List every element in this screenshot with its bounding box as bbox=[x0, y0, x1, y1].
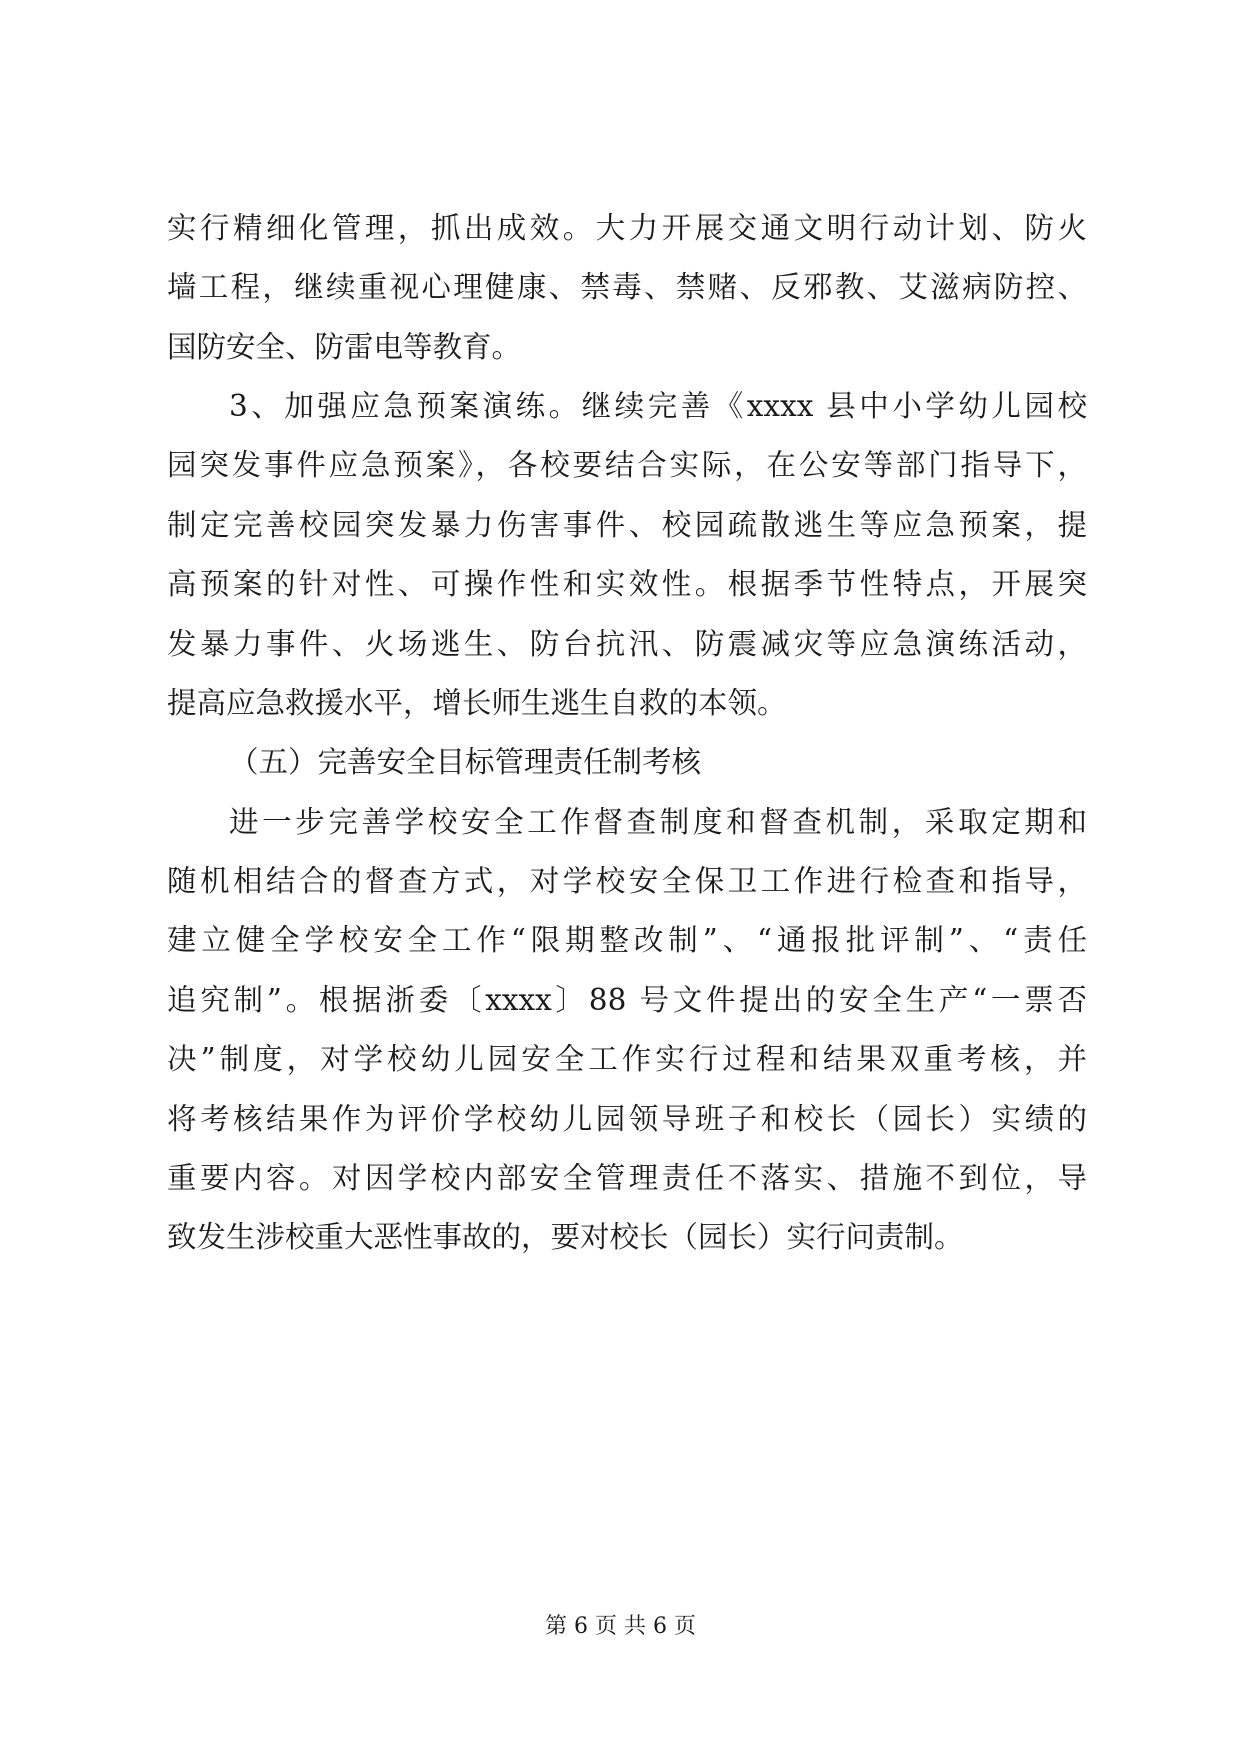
text-line: 将考核结果作为评价学校幼儿园领导班子和校长（园长）实绩的 bbox=[167, 1102, 1087, 1136]
text-line: 决”制度，对学校幼儿园安全工作实行过程和结果双重考核，并 bbox=[167, 1042, 1087, 1076]
text-line: 园突发事件应急预案》，各校要结合实际，在公安等部门指导下， bbox=[167, 448, 1087, 482]
section-heading: （五）完善安全目标管理责任制考核 bbox=[229, 745, 702, 779]
text-line: 墙工程，继续重视心理健康、禁毒、禁赌、反邪教、艾滋病防控、 bbox=[167, 270, 1087, 304]
text-line: 高预案的针对性、可操作性和实效性。根据季节性特点，开展突 bbox=[167, 567, 1087, 601]
text-line: 提高应急救援水平，增长师生逃生自救的本领。 bbox=[167, 686, 787, 720]
page-number: 第 6 页 共 6 页 bbox=[545, 1614, 696, 1639]
text-line: 国防安全、防雷电等教育。 bbox=[167, 330, 522, 364]
text-line: 致发生涉校重大恶性事故的，要对校长（园长）实行问责制。 bbox=[167, 1220, 964, 1254]
text-line: 重要内容。对因学校内部安全管理责任不落实、措施不到位，导 bbox=[167, 1161, 1087, 1195]
text-line: 3、加强应急预案演练。继续完善《xxxx 县中小学幼儿园校 bbox=[229, 389, 1087, 423]
text-line: 随机相结合的督查方式，对学校安全保卫工作进行检查和指导， bbox=[167, 864, 1087, 898]
text-line: 追究制”。根据浙委〔xxxx〕88 号文件提出的安全生产“一票否 bbox=[167, 983, 1087, 1017]
text-line: 发暴力事件、火场逃生、防台抗汛、防震减灾等应急演练活动， bbox=[167, 627, 1087, 661]
text-line: 进一步完善学校安全工作督查制度和督查机制，采取定期和 bbox=[229, 805, 1087, 839]
text-line: 制定完善校园突发暴力伤害事件、校园疏散逃生等应急预案，提 bbox=[167, 508, 1087, 542]
text-line: 建立健全学校安全工作“限期整改制”、“通报批评制”、“责任 bbox=[167, 923, 1087, 957]
text-line: 实行精细化管理，抓出成效。大力开展交通文明行动计划、防火 bbox=[167, 211, 1087, 245]
